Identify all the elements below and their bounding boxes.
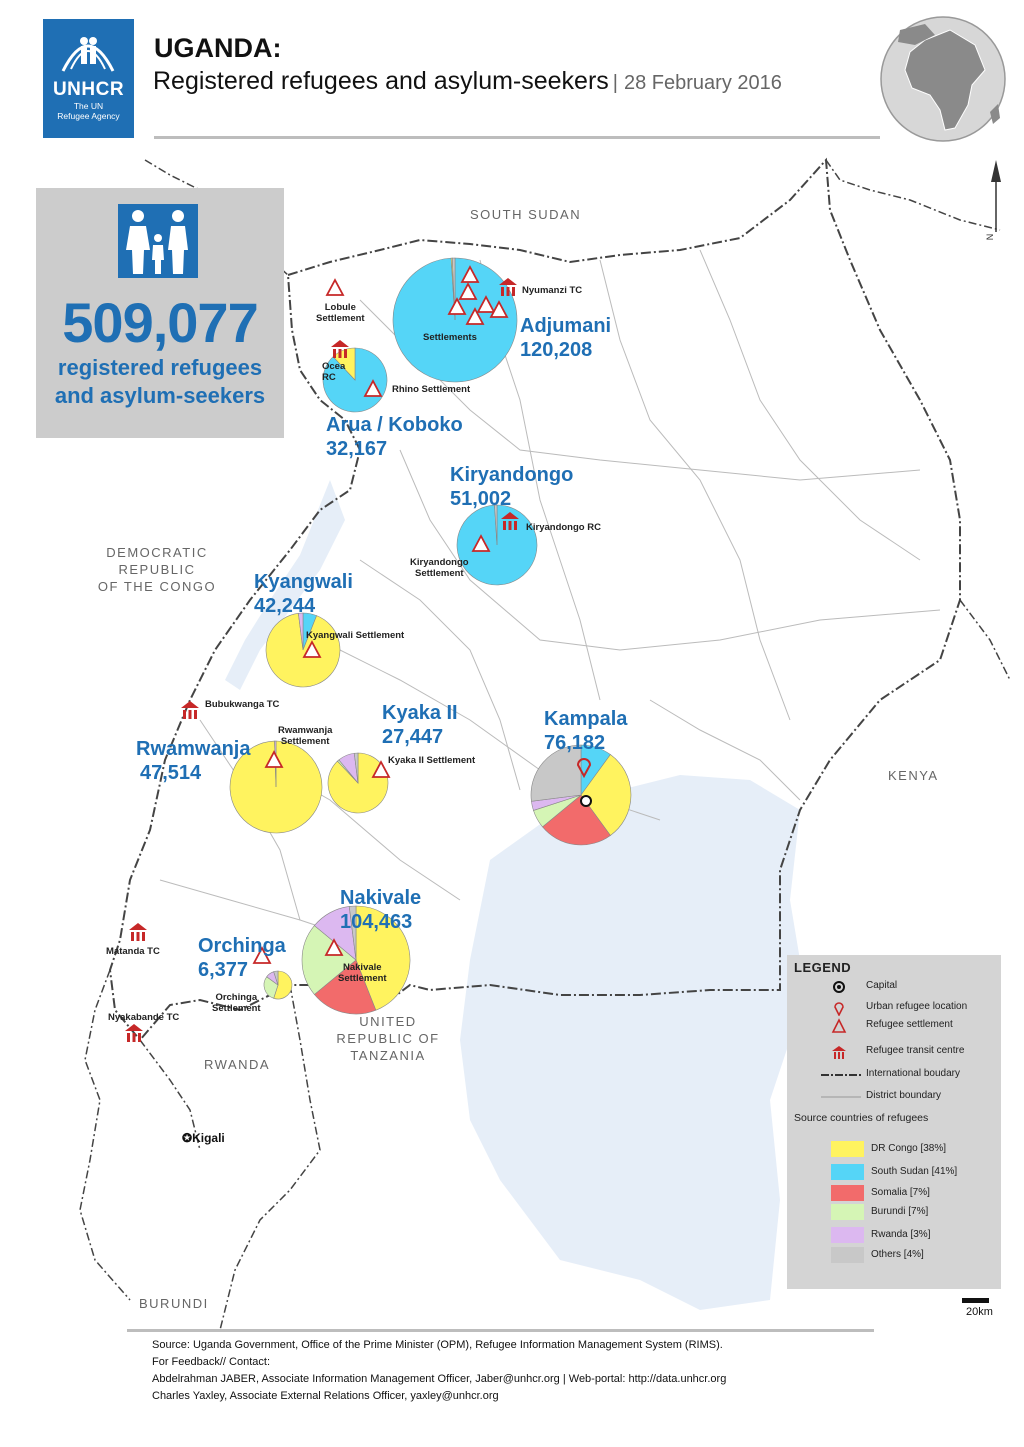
triangle-icon bbox=[831, 1018, 847, 1034]
transit-centre-icon bbox=[831, 1044, 847, 1060]
legend-source-rwanda bbox=[787, 1227, 1001, 1243]
label-bubukwanga-tc: Bubukwanga TC bbox=[205, 699, 280, 710]
label-lobule-settlement: Lobule Settlement bbox=[316, 302, 365, 324]
legend-item-intl-boundary bbox=[787, 1067, 1001, 1083]
site-name: Kiryandongo bbox=[450, 464, 574, 486]
total-refugees-label bbox=[36, 354, 284, 410]
legend-item-capital bbox=[787, 979, 1001, 995]
swatch-rwanda bbox=[831, 1227, 864, 1243]
legend-label: Capital bbox=[866, 980, 898, 991]
label-nyakabande-tc: Nyakabande TC bbox=[108, 1012, 180, 1023]
site-total: 47,514 bbox=[140, 762, 202, 784]
total-label-line2: and asylum-seekers bbox=[54, 383, 266, 408]
country-label-drc bbox=[92, 544, 222, 595]
tanzania-line3: TANZANIA bbox=[350, 1048, 426, 1063]
site-name: Kyaka II bbox=[382, 702, 458, 724]
legend-source-label: South Sudan [41%] bbox=[871, 1166, 958, 1177]
site-label-orchinga bbox=[198, 934, 286, 982]
legend-label: International boudary bbox=[866, 1068, 960, 1079]
legend-source-label: DR Congo [38%] bbox=[871, 1143, 947, 1154]
label-ocea-rc: Ocea RC bbox=[322, 361, 346, 383]
site-name: Adjumani bbox=[520, 315, 612, 337]
logo-subtitle bbox=[43, 101, 134, 121]
site-name: Orchinga bbox=[198, 935, 286, 957]
transit-centre-icon bbox=[331, 340, 349, 358]
legend-source-drc bbox=[787, 1141, 1001, 1157]
legend-source-south-sudan bbox=[787, 1164, 1001, 1180]
site-label-kyangwali bbox=[254, 570, 353, 618]
country-label-south-sudan: SOUTH SUDAN bbox=[470, 207, 582, 222]
site-total: 6,377 bbox=[198, 959, 249, 981]
footer-contact-1: Abdelrahman JABER, Associate Information Management Officer, Jaber@unhcr.org | Web-portal: http://data.unhcr.org bbox=[152, 1373, 727, 1385]
footer-source: Source: Uganda Government, Office of the Prime Minister (OPM), Refugee Information Management System (RIMS). bbox=[152, 1339, 723, 1351]
site-total: 32,167 bbox=[326, 438, 388, 460]
footer-divider bbox=[127, 1329, 874, 1332]
drc-line2: REPUBLIC bbox=[118, 562, 196, 577]
globe-icon bbox=[881, 17, 1005, 141]
kigali-label: Kigali bbox=[192, 1131, 225, 1145]
country-label-kenya: KENYA bbox=[888, 768, 939, 783]
label-orchinga-settlement: Orchinga Settlement bbox=[212, 992, 261, 1014]
swatch-burundi bbox=[831, 1204, 864, 1220]
transit-centre-icon bbox=[181, 701, 199, 719]
header-divider bbox=[154, 136, 880, 139]
legend-label: District boundary bbox=[866, 1090, 942, 1101]
site-total: 104,463 bbox=[340, 911, 413, 933]
site-total: 42,244 bbox=[254, 595, 316, 617]
country-label-rwanda: RWANDA bbox=[204, 1057, 271, 1072]
capital-icon bbox=[581, 796, 591, 806]
north-label: N bbox=[984, 233, 995, 241]
site-label-kampala bbox=[544, 707, 627, 755]
label-rwamwanja-settlement: Rwamwanja Settlement bbox=[278, 725, 333, 747]
label-rhino-settlement: Rhino Settlement bbox=[392, 384, 471, 395]
legend-source-others bbox=[787, 1247, 1001, 1263]
page-subtitle bbox=[153, 67, 782, 96]
tanzania-line1: UNITED bbox=[359, 1014, 417, 1029]
site-total: 51,002 bbox=[450, 488, 512, 510]
transit-centre-icon bbox=[129, 923, 147, 941]
legend-source-burundi bbox=[787, 1204, 1001, 1220]
site-name: Kampala bbox=[544, 708, 628, 730]
unhcr-emblem-icon bbox=[43, 19, 134, 79]
settlement-triangle-icon bbox=[327, 280, 343, 295]
legend-label: Refugee transit centre bbox=[866, 1045, 965, 1056]
footer-contact-2: Charles Yaxley, Associate External Relations Officer, yaxley@unhcr.org bbox=[152, 1390, 499, 1402]
drc-line3: OF THE CONGO bbox=[97, 579, 217, 594]
site-total: 120,208 bbox=[520, 339, 593, 361]
north-arrow-icon bbox=[991, 160, 1001, 232]
label-kiryandongo-settlement: Kiryandongo Settlement bbox=[410, 557, 469, 579]
legend-source-somalia bbox=[787, 1185, 1001, 1201]
site-name: Nakivale bbox=[340, 887, 422, 909]
site-label-nakivale bbox=[340, 886, 421, 934]
lake-victoria bbox=[460, 775, 800, 1310]
map-legend bbox=[787, 955, 1001, 1289]
total-refugees-number: 509,077 bbox=[62, 291, 258, 354]
map-pin-icon bbox=[831, 1000, 847, 1016]
label-matanda-tc: Matanda TC bbox=[106, 946, 160, 957]
country-label-tanzania bbox=[330, 1013, 446, 1064]
site-name: Rwamwanja bbox=[136, 738, 251, 760]
legend-label: Refugee settlement bbox=[866, 1019, 953, 1030]
subtitle-text: Registered refugees and asylum-seekers bbox=[153, 67, 609, 95]
site-label-rwamwanja bbox=[136, 737, 250, 785]
swatch-somalia bbox=[831, 1185, 864, 1201]
scale-label: 20km bbox=[966, 1306, 993, 1318]
capital-icon bbox=[831, 979, 847, 995]
logo-sub-line2: Refugee Agency bbox=[57, 111, 120, 121]
thin-line-icon bbox=[821, 1089, 861, 1105]
site-name: Arua / Koboko bbox=[326, 414, 463, 436]
legend-source-title: Source countries of refugees bbox=[794, 1112, 929, 1124]
capital-icon: ✪ bbox=[182, 1131, 193, 1145]
subtitle-separator: | bbox=[612, 72, 618, 94]
legend-item-urban bbox=[787, 1000, 1001, 1016]
country-label-burundi: BURUNDI bbox=[139, 1296, 209, 1311]
label-kiryandongo-rc: Kiryandongo RC bbox=[526, 522, 601, 533]
drc-line1: DEMOCRATIC bbox=[106, 545, 208, 560]
label-kyaka-settlement: Kyaka II Settlement bbox=[388, 755, 476, 766]
logo-org-name: UNHCR bbox=[52, 79, 125, 100]
label-nakivale-settlement: Nakivale Settlement bbox=[338, 962, 387, 984]
label-kyangwali-settlement: Kyangwali Settlement bbox=[306, 630, 405, 641]
site-name: Kyangwali bbox=[254, 571, 353, 593]
footer bbox=[152, 1337, 726, 1405]
footer-feedback: For Feedback// Contact: bbox=[152, 1356, 270, 1368]
page-title: UGANDA: bbox=[154, 33, 282, 63]
label-nyumanzi-tc: Nyumanzi TC bbox=[522, 285, 583, 296]
dash-dot-line-icon bbox=[821, 1067, 861, 1083]
total-label-line1: registered refugees bbox=[57, 355, 263, 380]
site-label-adjumani bbox=[520, 314, 611, 362]
site-total: 76,182 bbox=[544, 732, 606, 754]
label-adjumani-settlements: Settlements bbox=[423, 332, 477, 343]
site-label-kyaka-ii bbox=[382, 701, 458, 749]
legend-source-label: Others [4%] bbox=[871, 1249, 924, 1260]
legend-source-label: Rwanda [3%] bbox=[871, 1229, 931, 1240]
logo-sub-line1: The UN bbox=[73, 101, 104, 111]
report-date: 28 February 2016 bbox=[624, 72, 782, 94]
family-icon bbox=[118, 204, 198, 278]
site-total: 27,447 bbox=[382, 726, 444, 748]
tanzania-line2: REPUBLIC OF bbox=[336, 1031, 440, 1046]
swatch-south-sudan bbox=[831, 1164, 864, 1180]
legend-source-label: Somalia [7%] bbox=[871, 1187, 930, 1198]
site-label-arua-koboko bbox=[326, 413, 463, 461]
swatch-others bbox=[831, 1247, 864, 1263]
swatch-drc bbox=[831, 1141, 864, 1157]
legend-source-label: Burundi [7%] bbox=[871, 1206, 929, 1217]
site-label-kiryandongo bbox=[450, 463, 573, 511]
scale-bar bbox=[962, 1298, 989, 1303]
legend-item-settlement bbox=[787, 1018, 1001, 1034]
capital-kigali bbox=[182, 1131, 225, 1145]
legend-item-transit bbox=[787, 1044, 1001, 1060]
legend-title: LEGEND bbox=[794, 960, 852, 975]
unhcr-logo bbox=[43, 19, 134, 138]
legend-item-district-boundary bbox=[787, 1089, 1001, 1105]
total-stat-box bbox=[36, 188, 284, 438]
legend-label: Urban refugee location bbox=[866, 1001, 968, 1012]
